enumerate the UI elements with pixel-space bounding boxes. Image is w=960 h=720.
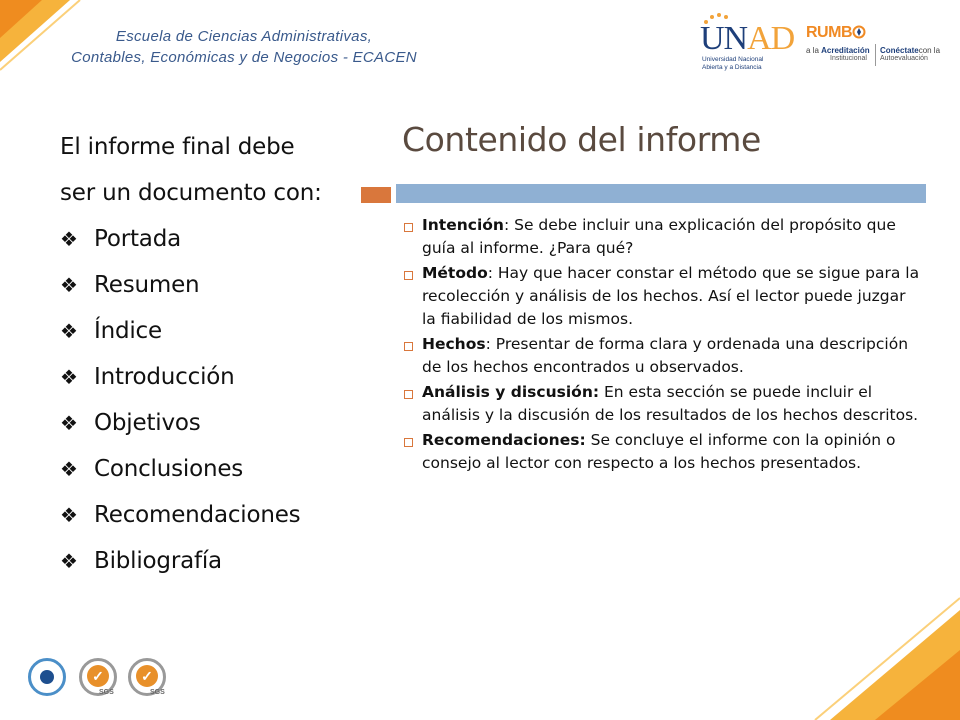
intro-line-1: El informe final debe <box>60 134 295 160</box>
rumbo-sub1-bold: Acreditación <box>821 46 870 55</box>
content-item-intencion <box>404 214 924 260</box>
section-item-label: Portada <box>94 226 181 252</box>
unad-word-ad: AD <box>747 20 795 57</box>
unad-word-un: UN <box>700 20 748 57</box>
content-text: : Hay que hacer constar el método que se sigue para la recolección y análisis de los hechos. Así el lector puede juzgar la fiabilidad de los mismos. <box>422 264 920 328</box>
diamond-bullet-icon: ❖ <box>60 457 78 481</box>
rumbo-sub3-rest: con la <box>918 46 941 55</box>
content-text: En esta sección se puede incluir el análisis y la discusión de los resultados de los hechos descritos. <box>422 383 919 424</box>
section-item-recomendaciones <box>60 492 360 538</box>
content-title: Contenido del informe <box>402 120 761 159</box>
section-item-introduccion <box>60 354 360 400</box>
square-bullet-icon <box>404 438 413 447</box>
diamond-bullet-icon: ❖ <box>60 319 78 343</box>
intro-line-2: ser un documento con: <box>60 180 322 206</box>
unad-wordmark <box>700 20 794 58</box>
content-term: Análisis y discusión: <box>422 383 600 401</box>
unad-subtitle-line-2: Abierta y a Distancia <box>702 64 762 71</box>
sgs-label: SGS <box>99 689 114 696</box>
content-term: Intención <box>422 216 504 234</box>
square-bullet-icon <box>404 390 413 399</box>
section-item-portada <box>60 216 360 262</box>
diamond-bullet-icon: ❖ <box>60 549 78 573</box>
content-item-recomendaciones <box>404 429 924 475</box>
content-text: : Se debe incluir una explicación del propósito que guía al informe. ¿Para qué? <box>422 216 896 257</box>
school-title-line-1: Escuela de Ciencias Administrativas, <box>115 28 373 45</box>
rumbo-sub3-bold: Conéctate <box>880 46 919 55</box>
school-title-line-2: Contables, Económicas y de Negocios - ECACEN <box>71 49 417 66</box>
check-icon: ✓ <box>87 665 109 687</box>
section-item-label: Introducción <box>94 364 235 390</box>
seal-inner <box>40 670 54 684</box>
diamond-bullet-icon: ❖ <box>60 273 78 297</box>
rumbo-logo <box>800 24 950 68</box>
content-term: Recomendaciones: <box>422 431 586 449</box>
section-item-label: Conclusiones <box>94 456 244 482</box>
square-bullet-icon <box>404 271 413 280</box>
diamond-bullet-icon: ❖ <box>60 365 78 389</box>
rumbo-subtitle-4: Autoevaluación <box>880 55 928 62</box>
diamond-bullet-icon: ❖ <box>60 503 78 527</box>
compass-icon <box>852 25 866 39</box>
blue-accent-bar <box>396 184 926 203</box>
section-item-label: Objetivos <box>94 410 201 436</box>
unad-logo <box>700 12 795 72</box>
section-item-label: Resumen <box>94 272 200 298</box>
check-icon: ✓ <box>136 665 158 687</box>
diamond-bullet-icon: ❖ <box>60 411 78 435</box>
rumbo-word: RUMB <box>806 24 852 41</box>
content-list <box>404 214 924 477</box>
rumbo-wordmark <box>806 24 866 42</box>
content-item-metodo <box>404 262 924 331</box>
section-item-label: Recomendaciones <box>94 502 301 528</box>
unad-subtitle-line-1: Universidad Nacional <box>702 56 764 63</box>
content-item-analisis <box>404 381 924 427</box>
corner-decoration-bottom-right <box>790 590 960 720</box>
content-term: Método <box>422 264 488 282</box>
section-item-bibliografia <box>60 538 360 584</box>
diamond-bullet-icon: ❖ <box>60 227 78 251</box>
sgs-label: SGS <box>150 689 165 696</box>
content-item-hechos <box>404 333 924 379</box>
sections-list <box>60 216 360 584</box>
unad-subtitle <box>702 56 763 72</box>
section-item-conclusiones <box>60 446 360 492</box>
rumbo-subtitle-3 <box>880 46 940 55</box>
school-title <box>14 26 474 68</box>
left-column <box>60 124 360 584</box>
square-bullet-icon <box>404 223 413 232</box>
orange-accent-block <box>361 187 391 203</box>
colombia-seal-icon <box>28 658 66 696</box>
section-item-label: Bibliografía <box>94 548 222 574</box>
square-bullet-icon <box>404 342 413 351</box>
content-term: Hechos <box>422 335 486 353</box>
section-item-objetivos <box>60 400 360 446</box>
section-item-resumen <box>60 262 360 308</box>
rumbo-subtitle-2: Institucional <box>830 55 867 62</box>
rumbo-sub1-prefix: a la <box>806 46 819 55</box>
section-item-label: Índice <box>94 318 162 344</box>
rumbo-divider <box>875 44 876 66</box>
rumbo-subtitle-1 <box>806 46 870 55</box>
content-text: Se concluye el informe con la opinión o consejo al lector con respecto a los hechos presentados. <box>422 431 896 472</box>
section-item-indice <box>60 308 360 354</box>
content-text: : Presentar de forma clara y ordenada una descripción de los hechos encontrados u observados. <box>422 335 909 376</box>
